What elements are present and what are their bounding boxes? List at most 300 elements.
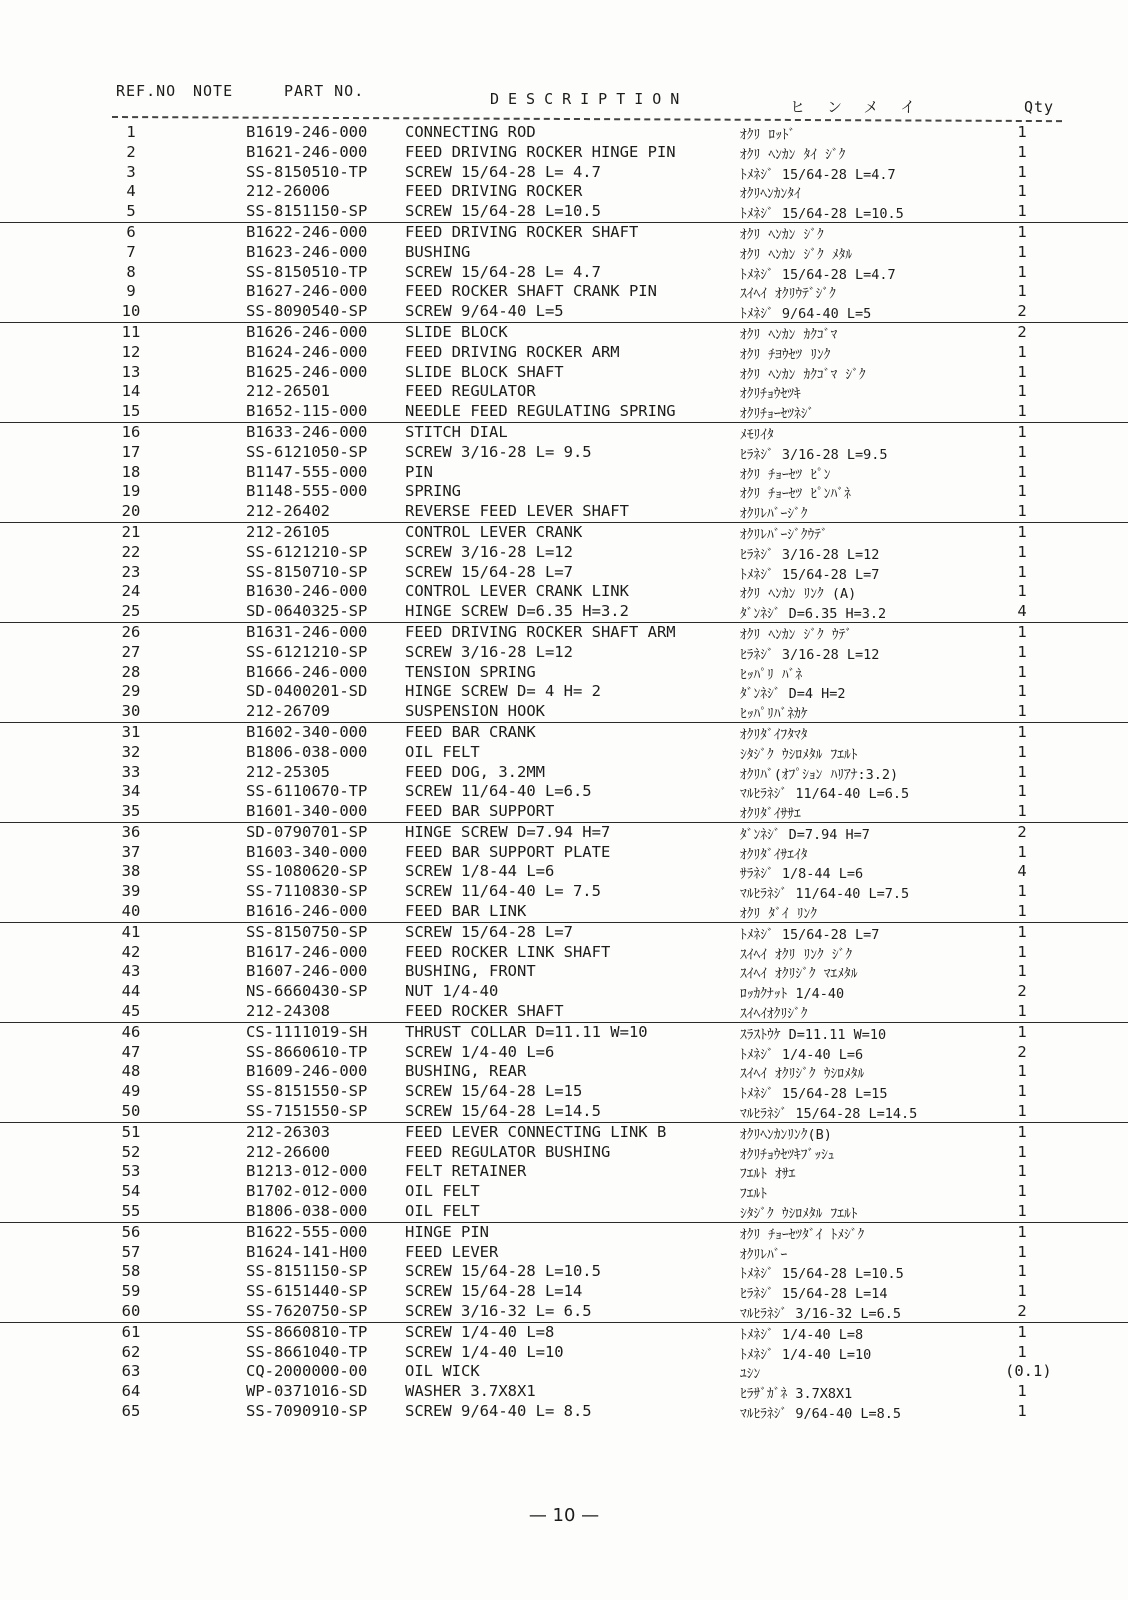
qty-cell: 1 — [1017, 402, 1027, 421]
ref-no-cell: 24 — [121, 582, 141, 601]
table-row — [0, 423, 1128, 443]
table-row — [0, 1282, 1128, 1302]
qty-cell: 1 — [1017, 642, 1027, 661]
part-no-cell: B1626-246-000 — [246, 322, 368, 341]
japanese-name-cell: ｵｸﾘ ﾍﾝｶﾝ ｶｸｺﾞﾏ — [740, 326, 838, 343]
qty-cell: 1 — [1017, 1242, 1027, 1261]
japanese-name-cell: ﾒﾓﾘｲﾀ — [740, 426, 774, 443]
part-no-cell: B1625-246-000 — [246, 362, 368, 381]
japanese-name-cell: ﾋﾗﾈｼﾞ 15/64-28 L=14 — [740, 1286, 888, 1303]
qty-cell: 2 — [1017, 1042, 1027, 1061]
japanese-name-cell: ｵｸﾘﾁｮｳｾﾂｷﾌﾞｯｼｭ — [740, 1146, 835, 1163]
japanese-name-cell: ﾋﾗﾈｼﾞ 3/16-28 L=12 — [740, 646, 880, 663]
description-cell: BUSHING — [405, 242, 471, 261]
ref-no-cell: 56 — [121, 1222, 141, 1241]
part-no-cell: CQ-2000000-00 — [246, 1362, 368, 1381]
japanese-name-cell: ｵｸﾘ ﾍﾝｶﾝ ｼﾞｸ — [740, 226, 824, 243]
description-cell: FEED ROCKER SHAFT CRANK PIN — [405, 282, 657, 301]
table-row — [0, 163, 1128, 183]
japanese-name-cell: ｽｲﾍｲ ｵｸﾘｳﾃﾞｼﾞｸ — [740, 286, 836, 303]
japanese-name-cell: ﾄﾒﾈｼﾞ 15/64-28 L=10.5 — [740, 1266, 904, 1283]
qty-cell: 1 — [1017, 1122, 1027, 1141]
qty-cell: 1 — [1017, 1182, 1027, 1201]
japanese-name-cell: ｵｸﾘﾀﾞｲﾌﾀﾏﾀ — [740, 726, 808, 743]
part-no-cell: 212-26709 — [246, 702, 330, 721]
header-description: DESCRIPTION — [490, 90, 689, 108]
ref-no-cell: 52 — [121, 1142, 141, 1161]
description-cell: FELT RETAINER — [405, 1162, 527, 1181]
ref-no-cell: 36 — [121, 822, 141, 841]
ref-no-cell: 55 — [121, 1202, 141, 1221]
japanese-name-cell: ｵｸﾘﾚﾊﾞｰ — [740, 1246, 788, 1263]
table-row — [0, 302, 1128, 323]
japanese-name-cell: ﾌｴﾙﾄ — [740, 1186, 767, 1203]
ref-no-cell: 15 — [121, 402, 141, 421]
table-row — [0, 1223, 1128, 1243]
part-no-cell: SS-8660810-TP — [246, 1322, 368, 1341]
table-row — [0, 723, 1128, 743]
japanese-name-cell: ｵｸﾘﾁｮｰｾﾂﾈｼﾞ — [740, 406, 815, 423]
japanese-name-cell: ｼﾀｼﾞｸ ｳｼﾛﾒﾀﾙ ﾌｴﾙﾄ — [740, 1206, 858, 1223]
qty-cell: 1 — [1017, 1202, 1027, 1221]
qty-cell: 1 — [1017, 562, 1027, 581]
part-no-cell: SS-8661040-TP — [246, 1342, 368, 1361]
ref-no-cell: 49 — [121, 1082, 141, 1101]
table-row — [0, 182, 1128, 202]
description-cell: WASHER 3.7X8X1 — [405, 1382, 536, 1401]
qty-cell: 1 — [1017, 1162, 1027, 1181]
part-no-cell: 212-26006 — [246, 182, 330, 201]
ref-no-cell: 39 — [121, 882, 141, 901]
ref-no-cell: 22 — [121, 542, 141, 561]
part-no-cell: SS-6110670-TP — [246, 782, 368, 801]
japanese-name-cell: ﾄﾒﾈｼﾞ 15/64-28 L=7 — [740, 926, 880, 943]
part-no-cell: 212-25305 — [246, 762, 330, 781]
description-cell: SCREW 11/64-40 L=6.5 — [405, 782, 592, 801]
part-no-cell: CS-1111019-SH — [246, 1022, 368, 1041]
description-cell: OIL FELT — [405, 742, 480, 761]
qty-cell: 1 — [1017, 1402, 1027, 1420]
table-row — [0, 282, 1128, 302]
description-cell: CONNECTING ROD — [405, 123, 536, 141]
page-number: — 10 — — [528, 1505, 600, 1526]
japanese-name-cell: ｵｸﾘ ﾁﾖｳｾﾂ ﾘﾝｸ — [740, 346, 831, 363]
ref-no-cell: 35 — [121, 802, 141, 821]
ref-no-cell: 11 — [121, 322, 141, 341]
table-row — [0, 1182, 1128, 1202]
japanese-name-cell: ｵｸﾘﾚﾊﾞｰｼﾞｸｳﾃﾞ — [740, 526, 828, 543]
part-no-cell: B1603-340-000 — [246, 842, 368, 861]
table-row — [0, 663, 1128, 683]
table-row — [0, 1102, 1128, 1123]
japanese-name-cell: ﾏﾙﾋﾗﾈｼﾞ 9/64-40 L=8.5 — [740, 1406, 902, 1422]
description-cell: FEED DRIVING ROCKER ARM — [405, 342, 620, 361]
description-cell: SCREW 3/16-32 L= 6.5 — [405, 1302, 592, 1321]
description-cell: REVERSE FEED LEVER SHAFT — [405, 502, 629, 521]
japanese-name-cell: ﾋｯﾊﾟﾘ ﾊﾞﾈ — [740, 666, 803, 683]
table-row — [0, 702, 1128, 723]
japanese-name-cell: ｵｸﾘﾍﾝｶﾝﾘﾝｸ(B) — [740, 1126, 832, 1143]
japanese-name-cell: ｼﾀｼﾞｸ ｳｼﾛﾒﾀﾙ ﾌｴﾙﾄ — [740, 746, 858, 763]
qty-cell: 1 — [1017, 1282, 1027, 1301]
qty-cell: 1 — [1017, 182, 1027, 201]
header-japanese-name: ヒンメイ — [790, 98, 938, 116]
part-no-cell: SS-6121210-SP — [246, 642, 368, 661]
table-row — [0, 1062, 1128, 1082]
ref-no-cell: 12 — [121, 342, 141, 361]
japanese-name-cell: ﾀﾞﾝﾈｼﾞ D=4 H=2 — [740, 686, 846, 703]
header-part-no: PART NO. — [284, 82, 365, 100]
japanese-name-cell: ｵｸﾘ ﾍﾝｶﾝ ｼﾞｸ ｳﾃﾞ — [740, 626, 853, 643]
description-cell: FEED ROCKER LINK SHAFT — [405, 942, 611, 961]
qty-cell: 1 — [1017, 1222, 1027, 1241]
japanese-name-cell: ｽｲﾍｲｵｸﾘｼﾞｸ — [740, 1006, 808, 1023]
japanese-name-cell: ｵｸﾘ ﾍﾝｶﾝ ﾀｲ ｼﾞｸ — [740, 146, 846, 163]
table-row — [0, 443, 1128, 463]
table-row — [0, 202, 1128, 223]
ref-no-cell: 18 — [121, 462, 141, 481]
part-no-cell: B1621-246-000 — [246, 142, 368, 161]
qty-cell: 1 — [1017, 1102, 1027, 1121]
table-row — [0, 543, 1128, 563]
part-no-cell: 212-26600 — [246, 1142, 330, 1161]
part-no-cell: B1806-038-000 — [246, 1202, 368, 1221]
qty-cell: 1 — [1017, 762, 1027, 781]
description-cell: SCREW 11/64-40 L= 7.5 — [405, 882, 601, 901]
japanese-name-cell: ﾛｯｶｸﾅｯﾄ 1/4-40 — [740, 986, 845, 1003]
part-no-cell: NS-6660430-SP — [246, 982, 368, 1001]
description-cell: OIL FELT — [405, 1202, 480, 1221]
table-row — [0, 1302, 1128, 1323]
table-row — [0, 1023, 1128, 1043]
description-cell: FEED DRIVING ROCKER HINGE PIN — [405, 142, 676, 161]
description-cell: FEED REGULATOR — [405, 382, 536, 401]
part-no-cell: SS-8150710-SP — [246, 562, 368, 581]
ref-no-cell: 19 — [121, 482, 141, 501]
table-row — [0, 1343, 1128, 1363]
description-cell: SCREW 3/16-28 L= 9.5 — [405, 442, 592, 461]
part-no-cell: SD-0790701-SP — [246, 822, 368, 841]
japanese-name-cell: ﾏﾙﾋﾗﾈｼﾞ 15/64-28 L=14.5 — [740, 1106, 918, 1123]
part-no-cell: B1652-115-000 — [246, 402, 368, 421]
ref-no-cell: 65 — [121, 1402, 141, 1420]
description-cell: SCREW 1/4-40 L=8 — [405, 1322, 555, 1341]
qty-cell: 1 — [1017, 362, 1027, 381]
qty-cell: 1 — [1017, 722, 1027, 741]
description-cell: SCREW 15/64-28 L=14.5 — [405, 1102, 601, 1121]
ref-no-cell: 16 — [121, 422, 141, 441]
table-row — [0, 143, 1128, 163]
qty-cell: 2 — [1017, 1302, 1027, 1321]
description-cell: HINGE SCREW D= 4 H= 2 — [405, 682, 601, 701]
qty-cell: 1 — [1017, 1062, 1027, 1081]
japanese-name-cell: ﾄﾒﾈｼﾞ 1/4-40 L=8 — [740, 1326, 864, 1343]
description-cell: FEED DRIVING ROCKER SHAFT — [405, 222, 639, 241]
qty-cell: 1 — [1017, 1262, 1027, 1281]
description-cell: FEED ROCKER SHAFT — [405, 1002, 564, 1021]
japanese-name-cell: ｵｸﾘﾀﾞｲｻｻｴ — [740, 806, 801, 823]
ref-no-cell: 38 — [121, 862, 141, 881]
qty-cell: 1 — [1017, 842, 1027, 861]
table-row — [0, 123, 1128, 143]
ref-no-cell: 47 — [121, 1042, 141, 1061]
part-no-cell: B1633-246-000 — [246, 422, 368, 441]
ref-no-cell: 53 — [121, 1162, 141, 1181]
ref-no-cell: 45 — [121, 1002, 141, 1021]
description-cell: CONTROL LEVER CRANK LINK — [405, 582, 629, 601]
table-row — [0, 1262, 1128, 1282]
qty-cell: 4 — [1017, 862, 1027, 881]
ref-no-cell: 4 — [126, 182, 136, 201]
part-no-cell: B1666-246-000 — [246, 662, 368, 681]
part-no-cell: B1702-012-000 — [246, 1182, 368, 1201]
description-cell: SCREW 15/64-28 L=7 — [405, 562, 573, 581]
ref-no-cell: 62 — [121, 1342, 141, 1361]
ref-no-cell: 54 — [121, 1182, 141, 1201]
table-row — [0, 582, 1128, 602]
ref-no-cell: 26 — [121, 622, 141, 641]
japanese-name-cell: ﾕｼﾝ — [740, 1366, 761, 1383]
table-row — [0, 962, 1128, 982]
header-qty: Qty — [1024, 98, 1055, 116]
table-row — [0, 1362, 1128, 1382]
part-no-cell: SS-8150510-TP — [246, 262, 368, 281]
ref-no-cell: 9 — [126, 282, 136, 301]
part-no-cell: B1607-246-000 — [246, 962, 368, 981]
part-no-cell: B1806-038-000 — [246, 742, 368, 761]
qty-cell: 1 — [1017, 162, 1027, 181]
ref-no-cell: 5 — [126, 202, 136, 221]
qty-cell: 1 — [1017, 242, 1027, 261]
ref-no-cell: 2 — [126, 142, 136, 161]
part-no-cell: B1616-246-000 — [246, 902, 368, 921]
qty-cell: 1 — [1017, 262, 1027, 281]
ref-no-cell: 33 — [121, 762, 141, 781]
part-no-cell: B1622-555-000 — [246, 1222, 368, 1241]
part-no-cell: SS-8150510-TP — [246, 162, 368, 181]
ref-no-cell: 60 — [121, 1302, 141, 1321]
qty-cell: 1 — [1017, 282, 1027, 301]
description-cell: NEEDLE FEED REGULATING SPRING — [405, 402, 676, 421]
description-cell: FEED BAR LINK — [405, 902, 527, 921]
ref-no-cell: 23 — [121, 562, 141, 581]
qty-cell: 2 — [1017, 822, 1027, 841]
description-cell: SCREW 9/64-40 L=5 — [405, 302, 564, 321]
japanese-name-cell: ｵｸﾘﾍﾝｶﾝﾀｲ — [740, 186, 801, 203]
part-no-cell: B1617-246-000 — [246, 942, 368, 961]
ref-no-cell: 3 — [126, 162, 136, 181]
qty-cell: 1 — [1017, 922, 1027, 941]
table-row — [0, 902, 1128, 923]
ref-no-cell: 25 — [121, 602, 141, 621]
qty-cell: 1 — [1017, 542, 1027, 561]
table-row — [0, 763, 1128, 783]
qty-cell: 1 — [1017, 462, 1027, 481]
japanese-name-cell: ﾏﾙﾋﾗﾈｼﾞ 3/16-32 L=6.5 — [740, 1306, 902, 1323]
japanese-name-cell: ｵｸﾘ ﾁｮｰｾﾂ ﾋﾟﾝ — [740, 466, 831, 483]
qty-cell: 1 — [1017, 342, 1027, 361]
part-no-cell: SS-6121210-SP — [246, 542, 368, 561]
part-no-cell: SS-8090540-SP — [246, 302, 368, 321]
qty-cell: 1 — [1017, 142, 1027, 161]
ref-no-cell: 27 — [121, 642, 141, 661]
qty-cell: (0.1) — [1005, 1362, 1052, 1381]
japanese-name-cell: ﾄﾒﾈｼﾞ 15/64-28 L=4.7 — [740, 266, 896, 283]
description-cell: SCREW 3/16-28 L=12 — [405, 542, 573, 561]
ref-no-cell: 28 — [121, 662, 141, 681]
qty-cell: 1 — [1017, 1322, 1027, 1341]
qty-cell: 1 — [1017, 1022, 1027, 1041]
part-no-cell: B1147-555-000 — [246, 462, 368, 481]
ref-no-cell: 63 — [121, 1362, 141, 1381]
part-no-cell: 212-24308 — [246, 1002, 330, 1021]
part-no-cell: SS-7090910-SP — [246, 1402, 368, 1420]
part-no-cell: B1624-246-000 — [246, 342, 368, 361]
japanese-name-cell: ｻﾗﾈｼﾞ 1/8-44 L=6 — [740, 866, 864, 883]
ref-no-cell: 61 — [121, 1322, 141, 1341]
qty-cell: 2 — [1017, 322, 1027, 341]
description-cell: HINGE SCREW D=6.35 H=3.2 — [405, 602, 629, 621]
table-row — [0, 802, 1128, 823]
part-no-cell: SS-8151150-SP — [246, 1262, 368, 1281]
part-no-cell: B1213-012-000 — [246, 1162, 368, 1181]
qty-cell: 1 — [1017, 902, 1027, 921]
table-row — [0, 623, 1128, 643]
part-no-cell: B1623-246-000 — [246, 242, 368, 261]
description-cell: FEED BAR SUPPORT — [405, 802, 555, 821]
japanese-name-cell: ｵｸﾘ ﾀﾞｲ ﾘﾝｸ — [740, 906, 818, 923]
part-no-cell: 212-26402 — [246, 502, 330, 521]
description-cell: STITCH DIAL — [405, 422, 508, 441]
japanese-name-cell: ｵｸﾘ ﾍﾝｶﾝ ｶｸｺﾞﾏ ｼﾞｸ — [740, 366, 866, 383]
description-cell: THRUST COLLAR D=11.11 W=10 — [405, 1022, 648, 1041]
part-no-cell: SS-8151550-SP — [246, 1082, 368, 1101]
table-row — [0, 402, 1128, 423]
ref-no-cell: 21 — [121, 522, 141, 541]
qty-cell: 1 — [1017, 742, 1027, 761]
description-cell: SUSPENSION HOOK — [405, 702, 545, 721]
description-cell: SCREW 1/8-44 L=6 — [405, 862, 555, 881]
table-row — [0, 1082, 1128, 1102]
japanese-name-cell: ｵｸﾘﾀﾞｲｻｴｲﾀ — [740, 846, 808, 863]
qty-cell: 1 — [1017, 1342, 1027, 1361]
qty-cell: 1 — [1017, 222, 1027, 241]
table-row — [0, 482, 1128, 502]
ref-no-cell: 50 — [121, 1102, 141, 1121]
ref-no-cell: 20 — [121, 502, 141, 521]
description-cell: FEED REGULATOR BUSHING — [405, 1142, 611, 1161]
japanese-name-cell: ﾋｯﾊﾟﾘﾊﾞﾈｶｹ — [740, 706, 808, 723]
table-row — [0, 223, 1128, 243]
ref-no-cell: 59 — [121, 1282, 141, 1301]
table-row — [0, 982, 1128, 1002]
japanese-name-cell: ｵｸﾘ ﾍﾝｶﾝ ｼﾞｸ ﾒﾀﾙ — [740, 246, 853, 263]
description-cell: FEED DRIVING ROCKER — [405, 182, 583, 201]
table-row — [0, 643, 1128, 663]
parts-table — [0, 123, 1128, 1422]
description-cell: SLIDE BLOCK — [405, 322, 508, 341]
table-row — [0, 263, 1128, 283]
japanese-name-cell: ｵｸﾘ ﾁｮｰｾﾂﾀﾞｲ ﾄﾒｼﾞｸ — [740, 1226, 865, 1243]
table-row — [0, 1382, 1128, 1402]
table-row — [0, 1002, 1128, 1023]
header-ref-no: REF.NO — [116, 82, 177, 100]
japanese-name-cell: ｽｲﾍｲ ｵｸﾘｼﾞｸ ﾏｴﾒﾀﾙ — [740, 966, 858, 983]
part-no-cell: SD-0640325-SP — [246, 602, 368, 621]
ref-no-cell: 10 — [121, 302, 141, 321]
description-cell: BUSHING, REAR — [405, 1062, 527, 1081]
description-cell: SCREW 15/64-28 L=15 — [405, 1082, 583, 1101]
part-no-cell: B1619-246-000 — [246, 123, 368, 141]
table-row — [0, 463, 1128, 483]
table-row — [0, 743, 1128, 763]
japanese-name-cell: ﾋﾗﾈｼﾞ 3/16-28 L=12 — [740, 546, 880, 563]
japanese-name-cell: ﾋﾗﾈｼﾞ 3/16-28 L=9.5 — [740, 446, 888, 463]
ref-no-cell: 37 — [121, 842, 141, 861]
japanese-name-cell: ﾋﾗｻﾞｶﾞﾈ 3.7X8X1 — [740, 1386, 853, 1403]
table-row — [0, 682, 1128, 702]
description-cell: SPRING — [405, 482, 461, 501]
ref-no-cell: 44 — [121, 982, 141, 1001]
japanese-name-cell: ﾌｴﾙﾄ ｵｻｴ — [740, 1166, 796, 1183]
qty-cell: 1 — [1017, 1002, 1027, 1021]
ref-no-cell: 31 — [121, 722, 141, 741]
ref-no-cell: 29 — [121, 682, 141, 701]
qty-cell: 1 — [1017, 782, 1027, 801]
table-row — [0, 782, 1128, 802]
description-cell: FEED BAR CRANK — [405, 722, 536, 741]
qty-cell: 1 — [1017, 622, 1027, 641]
table-row — [0, 943, 1128, 963]
description-cell: SCREW 15/64-28 L=10.5 — [405, 202, 601, 221]
qty-cell: 1 — [1017, 1082, 1027, 1101]
japanese-name-cell: ﾄﾒﾈｼﾞ 15/64-28 L=7 — [740, 566, 880, 583]
header-note: NOTE — [193, 82, 234, 100]
table-row — [0, 862, 1128, 882]
qty-cell: 1 — [1017, 882, 1027, 901]
part-no-cell: SS-7620750-SP — [246, 1302, 368, 1321]
table-row — [0, 1202, 1128, 1223]
qty-cell: 1 — [1017, 802, 1027, 821]
table-row — [0, 882, 1128, 902]
part-no-cell: 212-26105 — [246, 522, 330, 541]
table-row — [0, 1043, 1128, 1063]
qty-cell: 1 — [1017, 123, 1027, 141]
ref-no-cell: 51 — [121, 1122, 141, 1141]
description-cell: SCREW 3/16-28 L=12 — [405, 642, 573, 661]
qty-cell: 4 — [1017, 602, 1027, 621]
japanese-name-cell: ﾄﾒﾈｼﾞ 1/4-40 L=10 — [740, 1346, 872, 1363]
part-no-cell: SS-6121050-SP — [246, 442, 368, 461]
description-cell: SCREW 1/4-40 L=6 — [405, 1042, 555, 1061]
description-cell: SCREW 15/64-28 L=7 — [405, 922, 573, 941]
part-no-cell: 212-26303 — [246, 1122, 330, 1141]
description-cell: SCREW 15/64-28 L= 4.7 — [405, 262, 601, 281]
part-no-cell: B1627-246-000 — [246, 282, 368, 301]
ref-no-cell: 58 — [121, 1262, 141, 1281]
ref-no-cell: 1 — [126, 123, 136, 141]
ref-no-cell: 41 — [121, 922, 141, 941]
qty-cell: 1 — [1017, 682, 1027, 701]
ref-no-cell: 13 — [121, 362, 141, 381]
ref-no-cell: 42 — [121, 942, 141, 961]
part-no-cell: SD-0400201-SD — [246, 682, 368, 701]
qty-cell: 1 — [1017, 382, 1027, 401]
description-cell: HINGE SCREW D=7.94 H=7 — [405, 822, 611, 841]
table-row — [0, 523, 1128, 543]
qty-cell: 1 — [1017, 942, 1027, 961]
table-row — [0, 243, 1128, 263]
